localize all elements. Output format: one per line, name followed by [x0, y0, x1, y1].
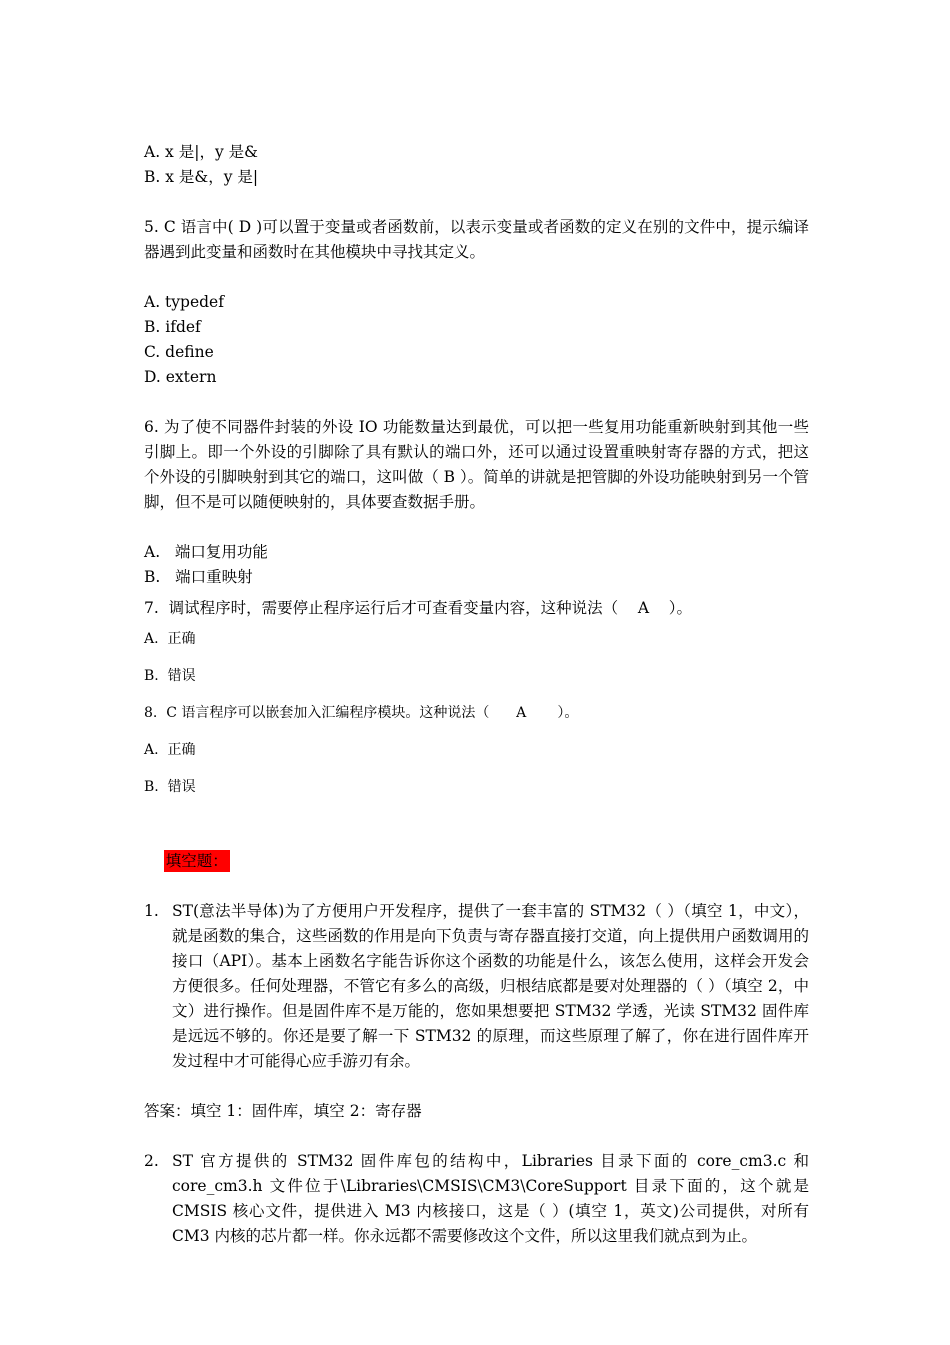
- fill-question-1-number: 1.: [144, 902, 159, 920]
- q7-stem: 7. 调试程序时，需要停止程序运行后才可查看变量内容，这种说法（ A ）。: [144, 599, 693, 617]
- document-page: [144, 140, 809, 1249]
- q6-stem: 6. 为了使不同器件封装的外设 IO 功能数量达到最优，可以把一些复用功能重新映射到其他一些引脚上。即一个外设的引脚除了具有默认的端口外，还可以通过设置重映射寄存器的方式，把这个外设的引脚映射到其它的端口，这叫做（ B ）。简单的讲就是把管脚的外设功能映射到另一个管脚，但不是可以随便映射的，具体要查数据手册。: [144, 418, 809, 511]
- q6-option-b: B. 端口重映射: [144, 568, 253, 586]
- fill-question-1: [144, 899, 809, 1074]
- q5-option-d: D. extern: [144, 368, 217, 386]
- q8-option-b: B. 错误: [144, 779, 196, 795]
- q5-stem: 5. C 语言中( D )可以置于变量或者函数前，以表示变量或者函数的定义在别的文件中，提示编译器遇到此变量和函数时在其他模块中寻找其定义。: [144, 218, 809, 261]
- q8-stem: 8. C 语言程序可以嵌套加入汇编程序模块。这种说法（ A ）。: [144, 705, 579, 721]
- fill-question-2: [144, 1149, 809, 1249]
- fill-section-title: 填空题：: [165, 852, 228, 870]
- q4-option-a: A. x 是|，y 是&: [144, 143, 258, 161]
- fill-question-1-answer: 答案：填空 1：固件库，填空 2：寄存器: [144, 1102, 422, 1120]
- q7-option-a: A. 正确: [144, 631, 196, 647]
- q5-option-a: A. typedef: [144, 293, 224, 311]
- q8-option-a: A. 正确: [144, 742, 196, 758]
- fill-question-1-text: ST(意法半导体)为了方便用户开发程序，提供了一套丰富的 STM32（ ）（填空 1，中文），就是函数的集合，这些函数的作用是向下负责与寄存器直接打交道，向上提供用户函数调用的接口（API）。基本上函数名字能告诉你这个函数的功能是什么，该怎么使用，这样会开发会方便很多。任何处理器，不管它有多么的高级，归根结底都是要对处理器的（ ）（填空 2，中文）进行操作。但是固件库不是万能的，您如果想要把 STM32 学透，光读 STM32 固件库是远远不够的。你还是要了解一下 STM32 的原理，而这些原理了解了，你在进行固件库开发过程中才可能得心应手游刃有余。: [172, 902, 809, 1070]
- q6-option-a: A. 端口复用功能: [144, 543, 268, 561]
- q7-option-b: B. 错误: [144, 668, 196, 684]
- q5-option-c: C. define: [144, 343, 214, 361]
- fill-question-2-number: 2.: [144, 1152, 159, 1170]
- q5-option-b: B. ifdef: [144, 318, 201, 336]
- fill-question-2-text: ST 官方提供的 STM32 固件库包的结构中，Libraries 目录下面的 core_cm3.c 和 core_cm3.h 文件位于\Libraries\CMSIS\CM3\CoreSupport 目录下面的，这个就是 CMSIS 核心文件，提供进入 M3 内核接口，这是（ ）(填空 1，英文)公司提供，对所有 CM3 内核的芯片都一样。你永远都不需要修改这个文件，所以这里我们就点到为止。: [172, 1152, 809, 1245]
- q4-option-b: B. x 是&，y 是|: [144, 168, 259, 186]
